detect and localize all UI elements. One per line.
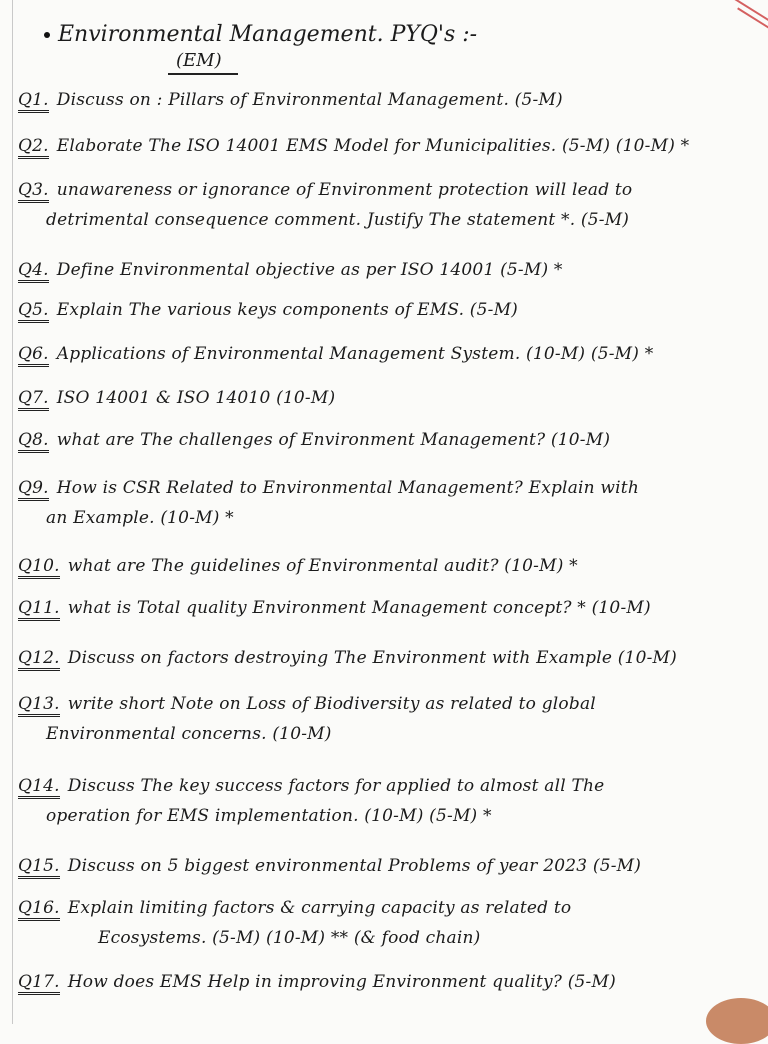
- question-text: ISO 14001 & ISO 14010 (10-M): [56, 388, 336, 408]
- question-number: Q4.: [18, 260, 49, 283]
- question-number: Q17.: [18, 972, 60, 995]
- question-2: [18, 136, 689, 159]
- question-text-continued: operation for EMS implementation. (10-M) (5-M) *: [46, 806, 492, 826]
- page-title-text: Environmental Management. PYQ's :-: [58, 22, 478, 47]
- question-text-continued: detrimental consequence comment. Justify The statement *. (5-M): [46, 210, 630, 230]
- thumb-shadow: [706, 998, 768, 1044]
- question-text: How does EMS Help in improving Environment quality? (5-M): [67, 972, 616, 992]
- question-1: [18, 90, 563, 113]
- question-number: Q13.: [18, 694, 60, 717]
- question-number: Q8.: [18, 430, 49, 453]
- question-number: Q12.: [18, 648, 60, 671]
- question-9: [18, 478, 639, 528]
- question-number: Q15.: [18, 856, 60, 879]
- question-number: Q11.: [18, 598, 60, 621]
- question-11: [18, 598, 651, 621]
- question-number: Q2.: [18, 136, 49, 159]
- page-title: [44, 22, 477, 47]
- question-number: Q3.: [18, 180, 49, 203]
- question-17: [18, 972, 616, 995]
- corner-pen-mark: [733, 0, 768, 25]
- subtitle-underline: [168, 73, 238, 75]
- question-4: [18, 260, 563, 283]
- question-number: Q5.: [18, 300, 49, 323]
- page-subtitle: [176, 50, 238, 75]
- question-text: Applications of Environmental Management System. (10-M) (5-M) *: [56, 344, 654, 364]
- question-text: How is CSR Related to Environmental Management? Explain with: [56, 478, 639, 498]
- question-text: Elaborate The ISO 14001 EMS Model for Municipalities. (5-M) (10-M) *: [56, 136, 690, 156]
- question-text: Discuss The key success factors for applied to almost all The: [67, 776, 605, 796]
- margin-line: [12, 0, 13, 1024]
- question-7: [18, 388, 335, 411]
- question-number: Q9.: [18, 478, 49, 501]
- question-number: Q7.: [18, 388, 49, 411]
- question-text: what is Total quality Environment Management concept? * (10-M): [67, 598, 651, 618]
- question-15: [18, 856, 641, 879]
- question-text-continued: Environmental concerns. (10-M): [46, 724, 332, 744]
- question-14: [18, 776, 604, 826]
- question-12: [18, 648, 677, 671]
- question-8: [18, 430, 610, 453]
- question-text: Discuss on 5 biggest environmental Problems of year 2023 (5-M): [67, 856, 642, 876]
- question-text: Discuss on : Pillars of Environmental Management. (5-M): [56, 90, 563, 110]
- question-text: write short Note on Loss of Biodiversity as related to global: [67, 694, 596, 714]
- question-6: [18, 344, 653, 367]
- question-13: [18, 694, 596, 744]
- question-text: what are The guidelines of Environmental audit? (10-M) *: [67, 556, 578, 576]
- question-text: what are The challenges of Environment Management? (10-M): [56, 430, 611, 450]
- question-3: [18, 180, 632, 230]
- bullet-icon: [44, 32, 50, 38]
- question-16: [18, 898, 571, 948]
- question-text-continued: an Example. (10-M) *: [46, 508, 234, 528]
- question-number: Q10.: [18, 556, 60, 579]
- question-text-continued: Ecosystems. (5-M) (10-M) ** (& food chain): [98, 928, 481, 948]
- question-text: unawareness or ignorance of Environment protection will lead to: [56, 180, 633, 200]
- question-number: Q14.: [18, 776, 60, 799]
- question-text: Explain limiting factors & carrying capacity as related to: [67, 898, 572, 918]
- question-number: Q6.: [18, 344, 49, 367]
- question-5: [18, 300, 518, 323]
- question-text: Explain The various keys components of EMS. (5-M): [56, 300, 519, 320]
- question-number: Q1.: [18, 90, 49, 113]
- question-10: [18, 556, 578, 579]
- question-text: Discuss on factors destroying The Environment with Example (10-M): [67, 648, 677, 668]
- page-subtitle-text: (EM): [176, 50, 222, 71]
- question-text: Define Environmental objective as per ISO 14001 (5-M) *: [56, 260, 563, 280]
- question-number: Q16.: [18, 898, 60, 921]
